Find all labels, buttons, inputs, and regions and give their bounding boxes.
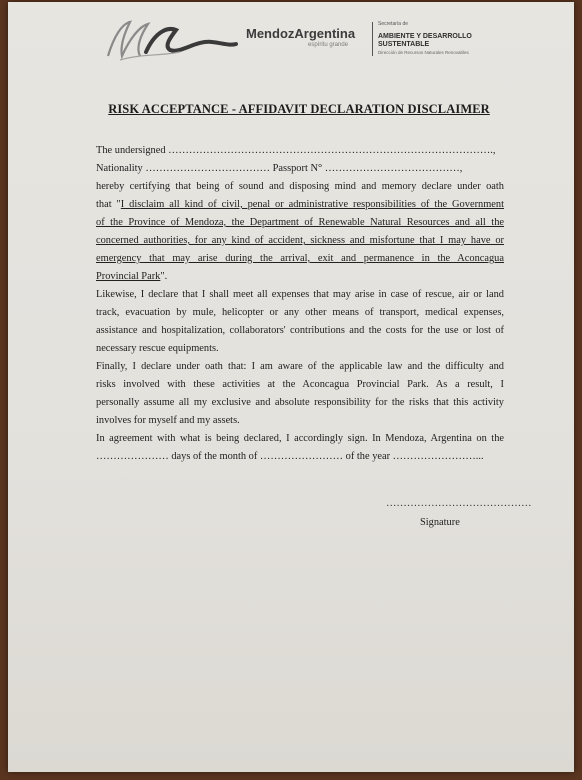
document-title: RISK ACCEPTANCE - AFFIDAVIT DECLARATION DISCLAIMER xyxy=(108,102,490,116)
directorate-name: Dirección de Recursos Naturales Renovables xyxy=(378,50,469,55)
secretariat-name-line-1: AMBIENTE Y DESARROLLO xyxy=(378,33,472,40)
header-divider xyxy=(372,22,373,56)
quote-open: that " xyxy=(96,199,121,210)
disclaimer-line: concerned authorities, for any kind of accident, sickness and misfortune that I may have or xyxy=(96,235,504,246)
body-line: personally assume all my exclusive and absolute responsibility for the risks that this activity xyxy=(96,397,504,408)
body-line: Finally, I declare under oath that: I am aware of the applicable law and the difficulty and xyxy=(96,361,504,372)
signature-label: Signature xyxy=(420,517,460,528)
body-line: hereby certifying that being of sound and disposing mind and memory declare under oath xyxy=(96,181,504,192)
mendoza-logo-icon xyxy=(100,16,238,62)
date-line: ………………… days of the month of …………………… of the year ……………………... xyxy=(96,451,484,462)
nationality-passport-line: Nationality ……………………………… Passport N° …………………………………, xyxy=(96,163,463,174)
body-line: risks involved with these activities at the Aconcagua Provincial Park. As a result, I xyxy=(96,379,504,390)
body-line: In agreement with what is being declared, I accordingly sign. In Mendoza, Argentina on the xyxy=(96,433,504,444)
quote-close: ". xyxy=(160,271,168,282)
body-line: involves for myself and my assets. xyxy=(96,415,240,426)
secretariat-label: Secretaría de xyxy=(378,21,409,27)
secretariat-name xyxy=(378,33,472,49)
body-line: Likewise, I declare that I shall meet all expenses that may arise in case of rescue, air or land xyxy=(96,289,504,300)
brand-tagline: espíritu grande xyxy=(308,42,349,48)
disclaimer-text: I disclaim all kind of civil, penal or administrative responsibilities of the Government xyxy=(120,199,504,210)
disclaimer-text: Provincial Park xyxy=(96,271,161,282)
body-line: necessary rescue equipments. xyxy=(96,343,219,354)
body-line xyxy=(96,198,504,212)
disclaimer-line xyxy=(96,270,504,284)
body-line: assistance and hospitalization, collaborators' contributions and the costs for the use or lost of xyxy=(96,325,504,336)
brand-name: MendozArgentina xyxy=(246,26,356,41)
disclaimer-line: of the Province of Mendoza, the Department of Renewable Natural Resources and all the xyxy=(96,217,504,228)
body-line: track, evacuation by mule, helicopter or any other means of transport, medical expenses, xyxy=(96,307,504,318)
undersigned-line: The undersigned …………………………………………………………………………………., xyxy=(96,145,496,156)
signature-line: …………………………………… xyxy=(386,498,532,509)
document-page xyxy=(8,2,574,772)
secretariat-name-line-2: SUSTENTABLE xyxy=(378,41,430,48)
disclaimer-line: emergency that may arise during the arrival, exit and permanence in the Aconcagua xyxy=(96,253,504,264)
